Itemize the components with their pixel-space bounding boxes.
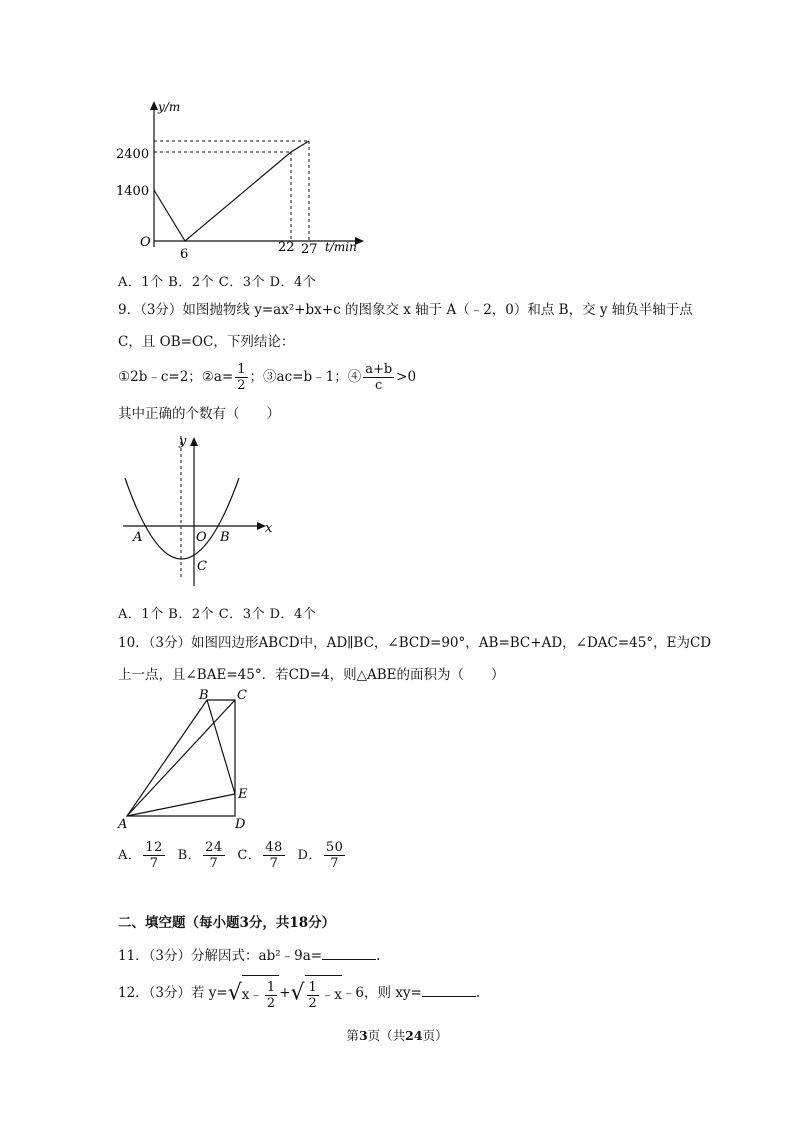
q10-option-a-frac: $\frac{12}{7}$ (145, 840, 163, 871)
parabola-figure (115, 428, 285, 593)
q10-options: A． $\frac{12}{7}$ B． $\frac{24}{7}$ C． $\frac{48}{7}$ D． $\frac{50}{7}$ (118, 840, 344, 871)
q11-answer-blank[interactable] (322, 947, 376, 960)
x-tick-27: 27 (301, 242, 318, 257)
q9-conclusions (118, 360, 416, 394)
q9-frac-4: $\frac{a+b}{c}$ (365, 362, 393, 393)
q11-line: 11．（3分）分解因式：ab²﹣9a= . (118, 948, 381, 964)
q10-line1: 10．（3分）如图四边形ABCD中，AD∥BC，∠BCD=90°，AB=BC+AD，∠DAC=45°，E为CD (118, 635, 712, 651)
y-axis-label: y/m (158, 100, 181, 114)
y-tick-1400: 1400 (116, 184, 150, 199)
point-b-label: B (220, 530, 230, 545)
q12-line: 12．（3分）若 y=√x﹣ $\frac{1}{2}$ +√ $\frac{1}{2}$ ﹣x﹣6，则 xy= . (118, 975, 480, 1012)
q9-line1: 9．（3分）如图抛物线 y=ax²+bx+c 的图象交 x 轴于 A（﹣2，0）和点 B，交 y 轴负半轴于点 (118, 302, 693, 318)
q9-c3: ；③ac=b﹣1；④ (249, 369, 362, 385)
segment-be (207, 700, 235, 794)
q9-c4-tail: >0 (396, 369, 417, 385)
q10-option-c-frac: $\frac{48}{7}$ (265, 840, 283, 871)
segment-ae (127, 794, 235, 816)
q12-radical-1: x﹣ $\frac{1}{2}$ (242, 975, 279, 1012)
graph-line (154, 141, 309, 241)
y-axis-arrow (190, 437, 198, 446)
x-tick-22: 22 (278, 240, 295, 255)
q10-line2: 上一点，且∠BAE=45°．若CD=4，则△ABE的面积为（ ） (118, 667, 505, 683)
point-o-label: O (196, 530, 207, 545)
q12-answer-blank[interactable] (422, 984, 476, 997)
segment-ac (127, 700, 235, 816)
page-footer: 第3页（共24页） (346, 1028, 448, 1043)
q10-option-b-frac: $\frac{24}{7}$ (205, 840, 223, 871)
point-d-label: D (235, 817, 246, 832)
q9-frac-half: $\frac{1}{2}$ (237, 362, 246, 393)
y-label: y (179, 434, 187, 449)
distance-time-graph (110, 95, 370, 265)
q9-options: A．1个 B．2个 C．3个 D．4个 (118, 607, 317, 622)
x-label: x (265, 521, 273, 536)
section2-heading: 二、填空题（每小题3分，共18分） (118, 915, 336, 931)
point-b-label: B (199, 688, 209, 703)
parabola-curve (125, 478, 239, 559)
q10-option-d-frac: $\frac{50}{7}$ (325, 840, 344, 871)
point-a-label: A (118, 817, 128, 832)
origin-label: O (140, 235, 151, 250)
x-axis-label: t/min (325, 240, 357, 254)
q9-c1: ①2b﹣c=2；②a= (118, 369, 234, 385)
q9-line2: C，且 OB=OC，下列结论： (118, 334, 295, 350)
point-a-label: A (133, 530, 143, 545)
point-c-label: C (197, 559, 207, 574)
y-tick-2400: 2400 (116, 147, 150, 162)
point-e-label: E (238, 787, 248, 802)
point-c-label: C (237, 688, 247, 703)
q12-radical-2: $\frac{1}{2}$ ﹣x (305, 975, 342, 1012)
q8-options: A．1个 B．2个 C．3个 D．4个 (118, 275, 317, 290)
x-tick-6: 6 (180, 247, 189, 262)
q9-line4: 其中正确的个数有（ ） (118, 406, 280, 422)
y-axis-arrow (150, 101, 158, 110)
quadrilateral-figure (115, 688, 265, 833)
